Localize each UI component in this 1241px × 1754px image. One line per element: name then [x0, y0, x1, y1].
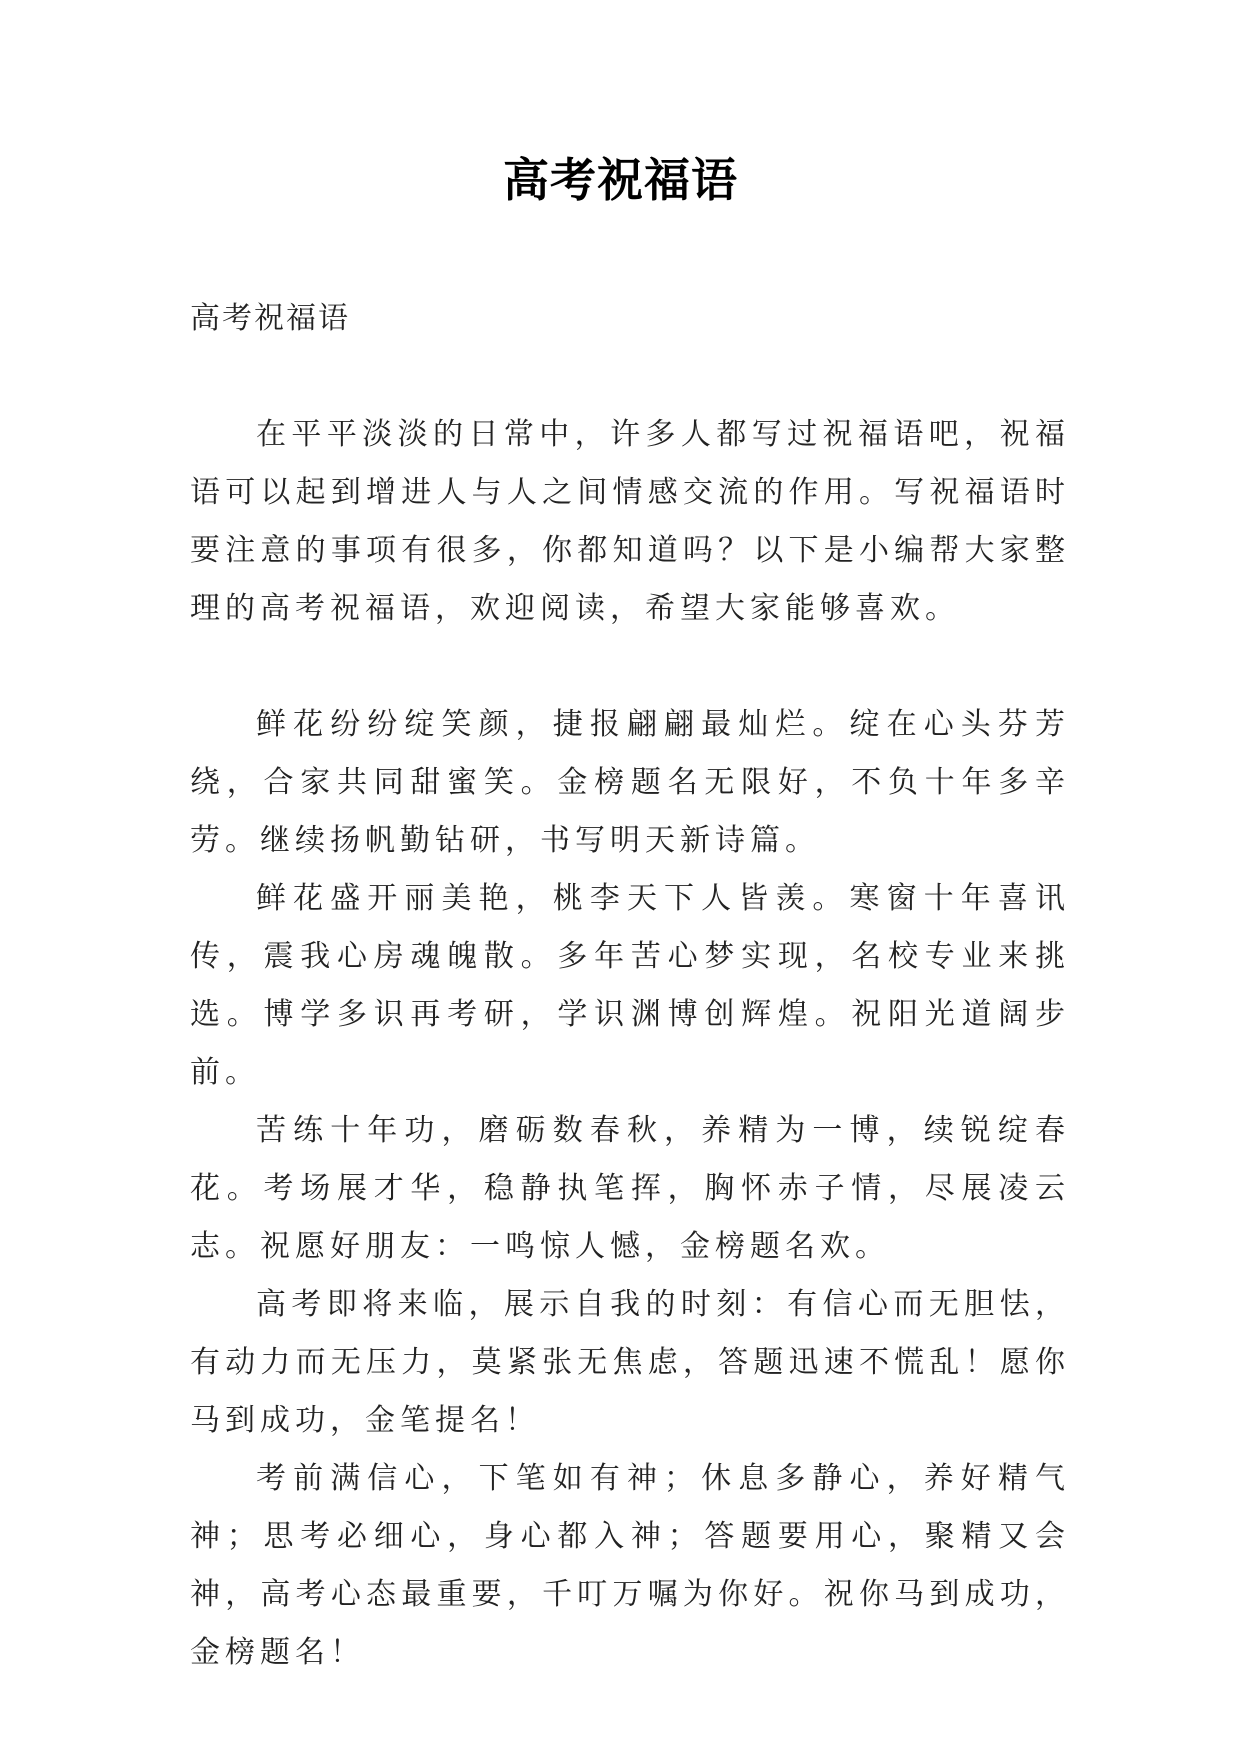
document-title: 高考祝福语: [503, 153, 738, 207]
blessing-paragraph: 苦练十年功，磨砺数春秋，养精为一博，续锐绽春花。考场展才华，稳静执笔挥，胸怀赤子情，尽展凌云志。祝愿好朋友：一鸣惊人憾，金榜题名欢。: [190, 1113, 1070, 1264]
blessing-paragraph: 高考即将来临，展示自我的时刻：有信心而无胆怯，有动力而无压力，莫紧张无焦虑，答题迅速不慌乱！愿你马到成功，金笔提名！: [190, 1287, 1070, 1438]
blessing-paragraph: 考前满信心，下笔如有神；休息多静心，养好精气神；思考必细心，身心都入神；答题要用心，聚精又会神，高考心态最重要，千叮万嘱为你好。祝你马到成功，金榜题名！: [190, 1461, 1070, 1670]
blessing-paragraph: 鲜花纷纷绽笑颜，捷报翩翩最灿烂。绽在心头芬芳绕，合家共同甜蜜笑。金榜题名无限好，不负十年多辛劳。继续扬帆勤钻研，书写明天新诗篇。: [190, 707, 1070, 858]
intro-paragraph: 在平平淡淡的日常中，许多人都写过祝福语吧，祝福语可以起到增进人与人之间情感交流的作用。写祝福语时要注意的事项有很多，你都知道吗？以下是小编帮大家整理的高考祝福语，欢迎阅读，希望大家能够喜欢。: [190, 417, 1070, 626]
document-body: [190, 290, 1070, 1682]
document-subtitle: 高考祝福语: [190, 301, 350, 336]
blessing-paragraph: 鲜花盛开丽美艳，桃李天下人皆羡。寒窗十年喜讯传，震我心房魂魄散。多年苦心梦实现，名校专业来挑选。博学多识再考研，学识渊博创辉煌。祝阳光道阔步前。: [190, 881, 1070, 1090]
